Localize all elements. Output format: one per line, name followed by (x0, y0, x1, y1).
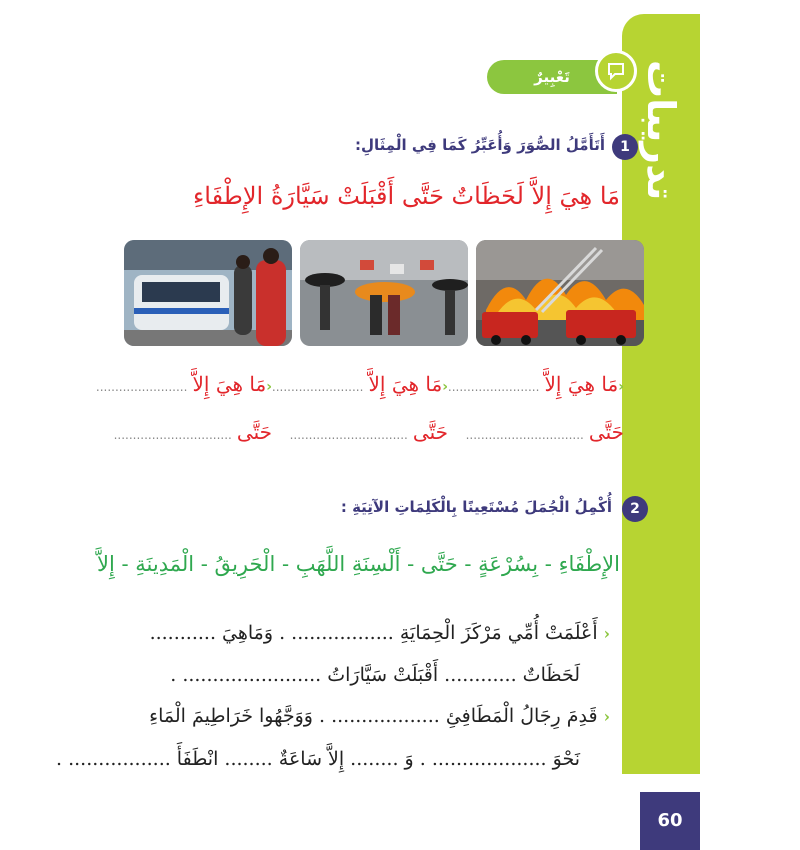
column-hatta: حَتَّى (412, 420, 448, 444)
chevron-left-icon: ‹ (603, 624, 610, 643)
exercise-2-number: 2 (622, 496, 648, 522)
sentence-2-line-2[interactable]: نَحْوَ ................... . وَ ........ إِلاَّ سَاعَةٌ ........ انْطَفَأَ ................. . (56, 748, 580, 770)
page-number-box (640, 792, 700, 850)
train-station-photo (124, 240, 292, 346)
sentence-1-line-1 (140, 622, 610, 644)
exercise-2-instruction: أُكْمِلُ الْجُمَلَ مُسْتَعِينًا بِالْكَلِمَاتِ الآتِيَةِ : (340, 498, 612, 516)
word-bank: الإِطْفَاءِ - بِسُرْعَةٍ - حَتَّى - أَلْسِنَةِ اللَّهَبِ - الْحَرِيقُ - الْمَدِينَةِ - إِلاَّ (97, 552, 620, 576)
section-banner-label: تَعْبِيرٌ (534, 68, 570, 86)
column-hatta: حَتَّى (236, 420, 272, 444)
exercise-1-instruction: أَتَأَمَّلُ الصُّوَرَ وَأُعَبِّرُ كَمَا فِي الْمِثَالِ: (355, 136, 605, 154)
side-tab (622, 14, 700, 774)
side-tab-title: تدريبات (639, 59, 683, 201)
column-start: مَا هِيَ إِلاَّ (544, 372, 619, 396)
column-hatta: حَتَّى (588, 420, 624, 444)
fill-in-column-2 (271, 372, 448, 452)
fire-photo (476, 240, 644, 346)
blank[interactable]: ........................ (95, 380, 188, 394)
column-start: مَا هِيَ إِلاَّ (368, 372, 443, 396)
fill-in-column-1 (447, 372, 624, 452)
fill-in-column-3 (95, 372, 272, 452)
example-sentence: مَا هِيَ إِلاَّ لَحَظَاتٌ حَتَّى أَقْبَلَتْ سَيَّارَةُ الإِطْفَاءِ (193, 182, 620, 210)
chevron-left-icon: ‹ (442, 379, 448, 395)
exercise-1-number: 1 (612, 134, 638, 160)
blank[interactable]: ........................ (447, 380, 540, 394)
blank[interactable]: ........................ (271, 380, 364, 394)
chevron-left-icon: ‹ (618, 379, 624, 395)
column-start: مَا هِيَ إِلاَّ (192, 372, 267, 396)
blank[interactable]: ............................... (289, 428, 408, 442)
rainy-street-photo (300, 240, 468, 346)
chat-bubble-icon (595, 50, 637, 92)
blank[interactable]: ............................... (465, 428, 584, 442)
chevron-left-icon: ‹ (603, 707, 610, 726)
page-number: 60 (657, 810, 683, 831)
sentence-2-text[interactable]: قَدِمَ رِجَالُ الْمَطَافِئِ .................. . وَوَجَّهُوا خَرَاطِيمَ الْمَاءِ (149, 705, 598, 727)
chevron-left-icon: ‹ (266, 379, 272, 395)
sentence-1-line-2[interactable]: لَحَظَاتٌ ............ أَقْبَلَتْ سَيَّارَاتُ ....................... . (170, 664, 580, 686)
blank[interactable]: ............................... (113, 428, 232, 442)
sentence-1-text[interactable]: أَعْلَمَتْ أُمِّي مَرْكَزَ الْحِمَايَةِ ................. . وَمَاهِيَ ........... (149, 622, 598, 644)
sentence-2-line-1 (140, 705, 610, 727)
